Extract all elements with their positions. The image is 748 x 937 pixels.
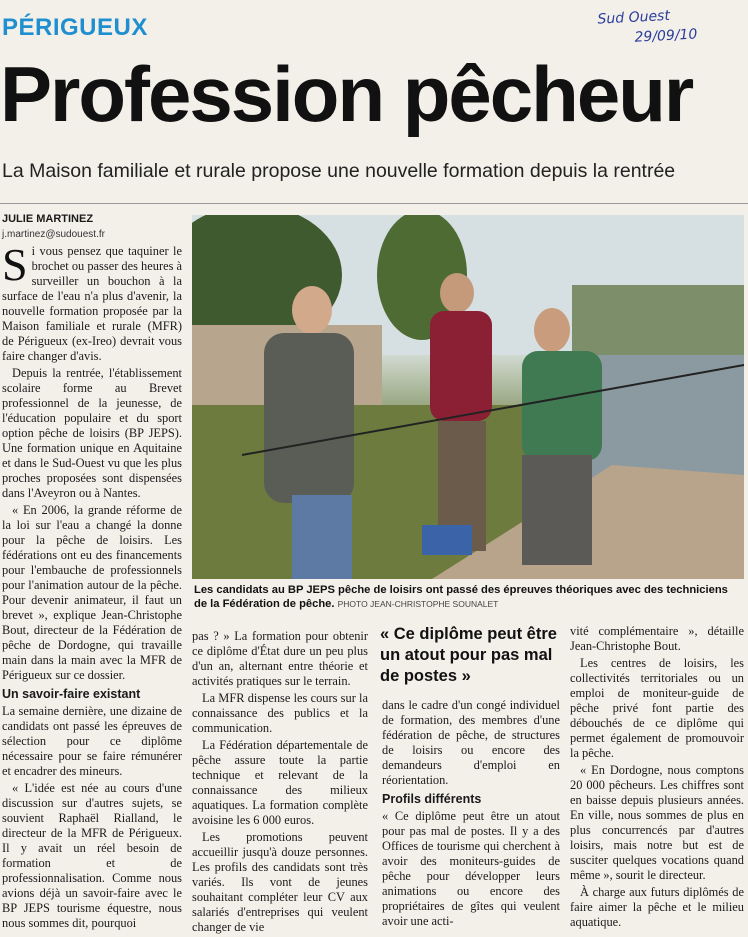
subheading: Un savoir-faire existant	[2, 687, 141, 701]
paragraph: « L'idée est née au cours d'une discussion sur d'autres sujets, se souvient Raphaël Rialland, le directeur de la MFR de Périgueux. Il y avait un réel besoin de formation et de professionnalisation. Comme nous avions déjà un savoir-faire avec le BP JEPS tourisme équestre, nous nous sommes dit, pourquoi	[2, 781, 182, 930]
paragraph: La Fédération départementale de pêche assure toute la partie technique et relevant de la connaissance des milieux aquatiques. La formation complète avoisine les 6 000 euros.	[192, 738, 368, 827]
author-name: JULIE MARTINEZ	[2, 213, 94, 225]
article-column-2	[192, 629, 368, 937]
photo-credit: PHOTO JEAN-CHRISTOPHE SOUNALET	[337, 599, 499, 609]
author-email: j.martinez@sudouest.fr	[2, 229, 105, 240]
paragraph: À charge aux futurs diplômés de faire aimer la pêche et le milieu aquatique.	[570, 885, 744, 929]
pull-quote: « Ce diplôme peut être un atout pour pas mal de postes »	[380, 625, 557, 685]
paragraph: Depuis la rentrée, l'établissement scolaire forme au Brevet professionnel de la jeunesse, de l'éducation populaire et du sport option pêche de loisirs (BP JEPS). Une formation unique en Aquitaine et dans le Sud-Ouest vu que les plus proches proposées sont dispensées dans l'Aveyron ou à Nantes.	[2, 366, 182, 500]
paragraph: « Ce diplôme peut être un atout pour pas mal de postes. Il y a des Offices de tourisme qui cherchent à avoir des moniteurs-guides de pêche pour développer leurs animations ou encore des propriétaires de gîtes qui veulent avoir une acti-	[382, 809, 560, 928]
fishermen-photo-illustration	[192, 215, 744, 579]
section-label: PÉRIGUEUX	[2, 14, 148, 41]
article-photo	[192, 215, 744, 579]
divider	[0, 203, 748, 204]
subheading: Profils différents	[382, 792, 482, 806]
caption-text: Les candidats au BP JEPS pêche de loisirs ont passé des épreuves théoriques avec des techniciens de la Fédération de pêche.	[194, 584, 728, 610]
drop-cap: S	[2, 239, 28, 290]
paragraph: « En Dordogne, nous comptons 20 000 pêcheurs. Les chiffres sont en baisse depuis plusieurs années. En ville, nous sommes de plus en plus concurrencés par d'autres loisirs, mais notre but est de susciter quelques vocations quand même », sourit le directeur.	[570, 763, 744, 882]
handwritten-date: 29/09/10	[634, 26, 698, 46]
article-column-1	[2, 239, 182, 933]
paragraph: dans le cadre d'un congé individuel de formation, des membres d'une fédération de pêche, de structures de loisirs ou encore des demandeurs d'emploi en réorientation.	[382, 698, 560, 787]
article-column-4	[570, 624, 744, 932]
article-column-3	[382, 698, 560, 931]
paragraph: Les centres de loisirs, les collectivités territoriales ou un emploi de moniteur-guide de pêche privé font partie des débouchés de ce diplôme qui permet également de promouvoir la pêche.	[570, 656, 744, 760]
headline: Profession pêcheur	[0, 50, 693, 138]
photo-caption	[194, 583, 744, 611]
paragraph: pas ? » La formation pour obtenir ce diplôme d'État dure un peu plus d'un an, alternant entre théorie et activités pratiques sur le terrain.	[192, 629, 368, 688]
handwritten-note	[597, 2, 739, 49]
subheadline: La Maison familiale et rurale propose une nouvelle formation depuis la rentrée	[2, 160, 676, 182]
paragraph: vité complémentaire », détaille Jean-Christophe Bout.	[570, 624, 744, 653]
paragraph: Les promotions peuvent accueillir jusqu'à douze personnes. Les profils des candidats sont très variés. Ils vont de jeunes souhaitant compléter leur CV aux salariés d'entreprises qui veulent changer de vie	[192, 830, 368, 934]
paragraph: La semaine dernière, une dizaine de candidats ont passé les épreuves de sélection pour ce diplôme nécessaire pour se faire rémunérer et encadrer des mineurs.	[2, 704, 182, 778]
paragraph: « En 2006, la grande réforme de la loi sur l'eau a changé la donne pour la pêche de loisirs. Les fédérations ont eu des financements pour l'embauche de professionnels pour l'animation autour de la pêche. Pour devenir animateur, il faut un brevet », explique Jean-Christophe Bout, directeur de la Fédération de pêche de Dordogne, qui travaille main dans la main avec la MFR de Périgueux sur ce dossier.	[2, 503, 182, 682]
handwritten-source: Sud Ouest	[597, 7, 671, 28]
paragraph: La MFR dispense les cours sur la connaissance des publics et la communication.	[192, 691, 368, 735]
paragraph: i vous pensez que taquiner le brochet ou passer des heures à surveiller un bouchon à la surface de l'eau n'a plus d'avenir, la nouvelle formation proposée par la Maison familiale et rurale (MFR) de Périgueux (ex-Ireo) devrait vous faire changer d'avis.	[2, 244, 182, 363]
